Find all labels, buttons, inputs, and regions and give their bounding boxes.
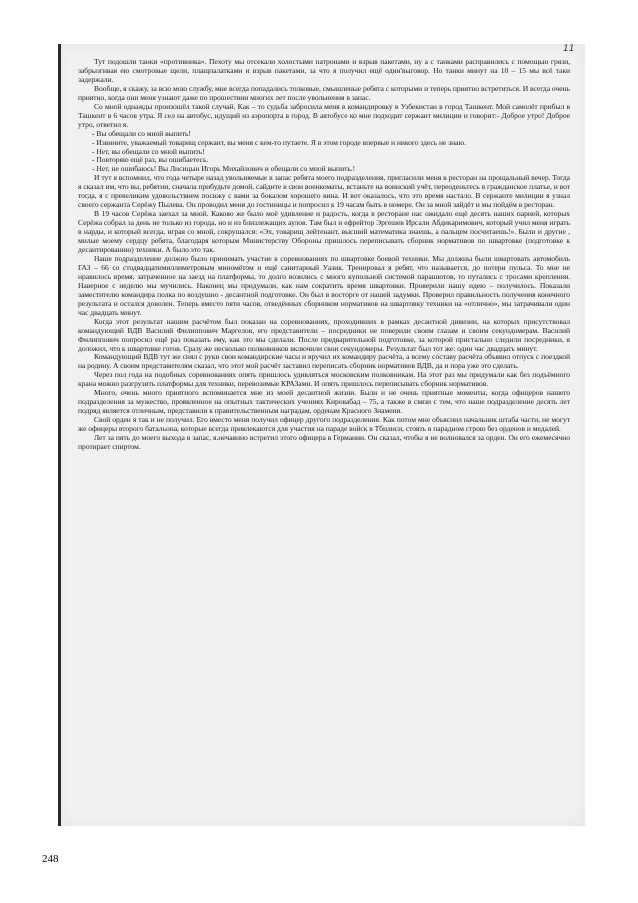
paragraph: Лет за пять до моего выхода в запас, я.нечаянно встретил этого офицера в Германии. Он сказал, чтобы я не волновался за орден. Он его ежемесячно протирает спиртом.: [78, 433, 570, 451]
dialogue-line: - Извините, уважаемый товарищ сержант, вы меня с кем-то путаете. Я в этом городе впервые и никого здесь не знаю.: [92, 137, 466, 147]
paragraph: В 19 часов Серёжа заехал за мной. Каково же было моё удивление и радость, когда в ресторане нас ожидало ещё десять наших парней, которых Серёжа собрал за день не только из города, но и из близлежащих аулов. Там был и ефрейтор Эргешев Ирсали Абдикаримович, который учил меня играть в нарды, и который всегда, играя со мной, сокрушался: «Эх, товарищ лейтенант, высший математика знаешь, а пальцем посчитаешь!». Были и другие , милые моему сердцу ребята, благодаря которым Министерству Обороны пришлось переписывать сборник нормативов по швартовке (подготовке к десантированию) техники. А было это так.: [78, 209, 570, 255]
scan-binding-edge: [58, 44, 61, 826]
dialogue-line: - Вы обещали со мной выпить!: [92, 128, 191, 138]
page-number: 248: [42, 853, 59, 865]
paragraph: Когда этот результат нашим расчётом был показан на соревнованиях, проходивших в рамках десантной дивизии, на которых присутствовал командующий ВДВ Василий Филиппович Маргелов, его представители – посредники не поверили своим глазам и своим секундомерам. Василий Филиппович попросил ещё раз показать ему, как это мы сделали. После предварительной подготовке, за которой пристально следили посредники, я доложил, что к швартовке готов. Сразу же несколько полковников включили свои секундомеры. Результат был тот же: один час двадцать минут.: [78, 316, 570, 353]
paragraph: Командующий ВДВ тут же снял с руки свои командирские часы и вручил их командиру расчёта, а всему составу расчёта объявил отпуск с поездкой на родину. А своим представителям сказал, что этот мой расчёт заставил переписать сборник нормативов ВДВ, да и пора уже это сделать.: [78, 352, 570, 371]
paragraph: Со мной однажды произошёл такой случай. Как – то судьба забросила меня в командировку в Узбекистан в город Ташкент. Мой самолёт прибыл в Ташкент в 6 часов утра. Я сел на автобус, идущий из аэропорта в город. В автобусе ко мне подходит сержант милиции и говорит:- Доброе утро! Доброе утро, ответил я.: [78, 101, 570, 129]
scanned-text-body: [78, 58, 570, 452]
dialogue-line: - Нет, вы обещали со мной выпить!: [92, 146, 205, 156]
paragraph: Через пол года на подобных соревнованиях опять пришлось удивляться московским полковникам. На этот раз мы придумали как без подъёмного крана можно разгрузить платформы для техники, перевозимые КРАЗами. И опять пришлось переписывать сборник нормативов.: [78, 370, 570, 389]
dialogue-line: - Нет, не ошибаюсь! Вы Лисицын Игорь Михайлович и обещали со мной выпить.!: [92, 164, 356, 174]
paragraph: Свой орден я так и не получил. Его вместо меня получил офицер другого подразделения. Как потом мне объяснил начальник штаба части, не могут же офицеры второго батальона, которые всегда привлекаются для участия на параде войск в Тбилиси, стоять в парадном строю без орденов и медалей.: [78, 415, 570, 434]
paragraph: Тут подошли танки «противника». Пехоту мы отсекали холостыми патронами и взрыв пакетами, ну а с танками расправились с помощью грязи, забрызгивая ею смотровые щели, плащпалатками и взрыв пакетами, за что я получил ещё один'выговор. Но танки минут на 10 – 15 мы всё таки задержали.: [78, 57, 570, 84]
paragraph: Наше подразделение должно было принимать участие в соревнованиях по швартовке боевой техники. Мы должны были швартовать автомобиль ГАЗ – 66 со стодвадцатимиллиметровым миномётом и ещё санитарный Уазик. Тренировал я ребят, что называется, до потери пульса. То мне не нравилось время, затраченное на заезд на платформы, то долго возились с много купольной системой парашютов, то путались с тросами крепления. Наверное с неделю мы мучились. Наконец мы придумали, как нам сократить время швартовки. Проверили нашу идею – получилось. Показали заместителю командира полка по воздушно - десантной подготовке. Он был в восторге от нашей задумки. Проверил правильность получения конечного результата и остался доволен. Теперь вместо пяти часов, отведённых сборником нормативов на швартовку техники на «отлично», мы затрачивали один час двадцать минут.: [78, 253, 570, 317]
paragraph: И тут я вспомнил, что года четыре назад увольняемые в запас ребята моего подразделения, пригласили меня в ресторан на прощальный вечер. Тогда я сказал им, что вы, ребятни, сначала прибудьте домой, сайдите в свои военкоматы, встаньте на воинский учёт, переоденьтесь в гражданское платье, и вот тогда, я с превеликим удовольствием посижу с вами за бокалом хорошего вина. И вот оказалось, что это время настало. В сержанте милиции я узнал своего сержанта Серёжу Пылева. Он проводил меня до гостиницы и попросил к 19 часам быть в номере. Он за мной зайдёт и мы пойдём в ресторан.: [78, 173, 570, 210]
paragraph: Вообще, я скажу, за всю мою службу, мне всегда попадались толковые, смышленые ребята с которыми и теперь приятно встретиться. И всегда очень приятно, когда они меня узнают даже по прошествии многих лет после увольнения в запас.: [78, 83, 570, 102]
dialogue-line: - Повторяю ещё раз, вы ошибаетесь.: [92, 155, 209, 165]
paragraph: Много, очень много приятного вспоминается мне из моей десантной жизни. Были и не очень приятные моменты, когда офицеров нашего подразделения за мужество, проявленное на опытных тактических учениях Кировабад – 75, а также в связи с тем, что наше подразделение десять лет подряд является отличным, представили к правительственным наградам, орденам Красного Знамени.: [78, 388, 570, 416]
handwritten-page-number: 11: [563, 44, 575, 54]
